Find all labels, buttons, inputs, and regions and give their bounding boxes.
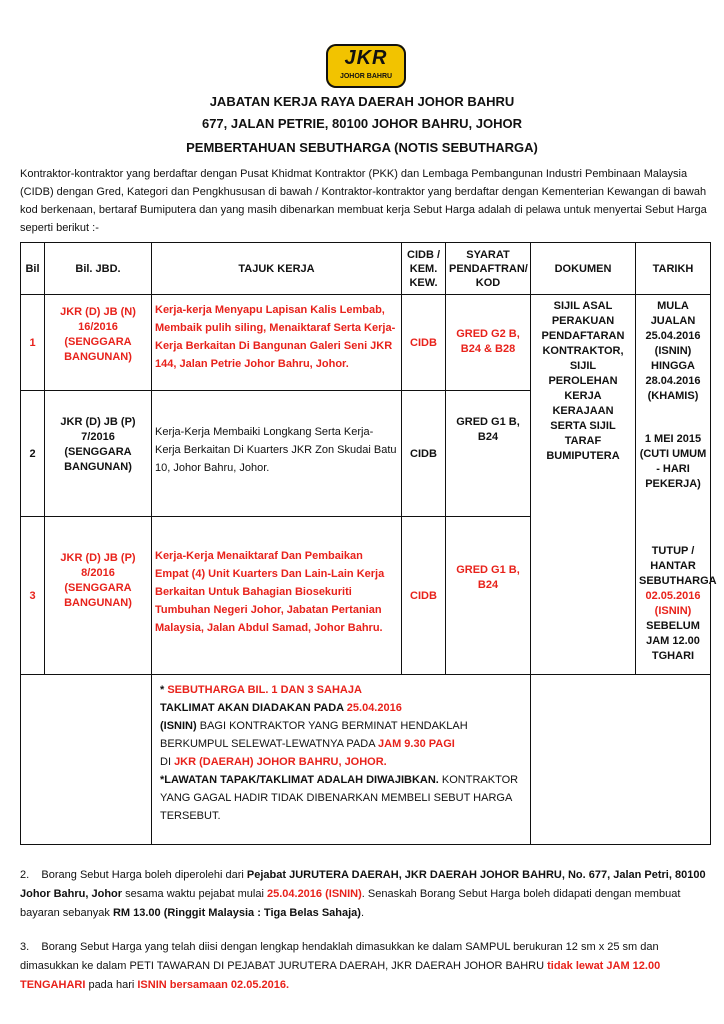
- para2-text: sesama waktu pejabat mulai: [122, 888, 267, 900]
- note-location: JKR (DAERAH) JOHOR BAHRU, JOHOR.: [174, 756, 387, 768]
- row-tajuk: Kerja-kerja Menyapu Lapisan Kalis Lembab, Membaik pulih siling, Menaiktaraf Serta Kerja-Kerja Berkaitan Di Bangunan Galeri Seni JKR 144, Jalan Petrie Johor Bahru, Johor.: [152, 295, 402, 391]
- note-di: DI: [160, 756, 175, 768]
- para3-number: 3.: [20, 941, 30, 953]
- row-syarat: GRED G2 B, B24 & B28: [446, 295, 531, 391]
- note-blank-right: [531, 675, 711, 845]
- note-wajib: *LAWATAN TAPAK/TAKLIMAT ADALAH DIWAJIBKAN.: [160, 774, 439, 786]
- paragraph-3: [20, 938, 710, 995]
- para2-price: RM 13.00 (Ringgit Malaysia : Tiga Belas Sahaja): [112, 907, 361, 919]
- para3-date: ISNIN bersamaan 02.05.2016.: [137, 979, 290, 991]
- note-time: JAM 9.30 PAGI: [378, 738, 455, 750]
- note-cell: [152, 675, 531, 845]
- para2-date: 25.04.2016 (ISNIN): [266, 888, 362, 900]
- tarikh-mula: MULA JUALAN 25.04.2016 (ISNIN) HINGGA 28.04.2016 (KHAMIS): [645, 300, 701, 402]
- tarikh-tutup-time: SEBELUM JAM 12.00 TGHARI: [646, 620, 700, 662]
- row-bil: 3: [21, 517, 45, 675]
- logo-subtext: JOHOR BAHRU: [339, 73, 393, 80]
- row-tajuk: Kerja-Kerja Menaiktaraf Dan Pembaikan Empat (4) Unit Kuarters Dan Lain-Lain Kerja Berkaitan Untuk Bahagian Biosekuriti Tumbuhan Negeri Johor, Jabatan Pertanian Malaysia, Jalan Abdul Samad, Johor Bahru.: [152, 517, 402, 675]
- tarikh-tutup: TUTUP / HANTAR SEBUTHARGA: [639, 545, 717, 587]
- intro-paragraph: Kontraktor-kontraktor yang berdaftar dengan Pusat Khidmat Kontraktor (PKK) dan Lembaga Pembangunan Industri Pembinaan Malaysia (CIDB) dengan Gred, Kategori dan Pengkhususan di bawah / Kontraktor-kontraktor yang berdaftar dengan Kementerian Kewangan di bawah kod berkenaan, bertaraf Bumiputera dan yang masih dibenarkan membuat kerja Sebut Harga adalah di pelawa untuk menyertai Sebut Harga seperti berikut :-: [20, 168, 707, 234]
- note-taklimat-date: 25.04.2016: [346, 702, 402, 714]
- note-day: (ISNIN): [160, 720, 197, 732]
- note-star: *: [160, 684, 168, 696]
- table-header-row: [21, 243, 711, 295]
- dokumen-cell: SIJIL ASAL PERAKUAN PENDAFTARAN KONTRAKTOR, SIJIL PEROLEHAN KERJA KERAJAAN SERTA SIJIL TARAF BUMIPUTERA: [531, 295, 636, 675]
- row-jbd: JKR (D) JB (N) 16/2016 (SENGGARA BANGUNAN): [45, 295, 152, 391]
- note-row: [21, 675, 711, 845]
- row-bil: 2: [21, 391, 45, 517]
- tarikh-tutup-date: 02.05.2016 (ISNIN): [645, 590, 701, 617]
- row-jbd: JKR (D) JB (P) 7/2016 (SENGGARA BANGUNAN): [45, 391, 152, 517]
- row-tajuk: Kerja-Kerja Membaiki Longkang Serta Kerja-Kerja Berkaitan Di Kuarters JKR Zon Skudai Batu 10, Johor Bahru, Johor.: [152, 391, 402, 517]
- header-bil: Bil: [21, 243, 45, 295]
- row-syarat: GRED G1 B, B24: [446, 391, 531, 517]
- notice-title: PEMBERTAHUAN SEBUTHARGA (NOTIS SEBUTHARGA): [186, 140, 538, 155]
- para3-text: Borang Sebut Harga yang telah diisi dengan lengkap hendaklah dimasukkan ke dalam SAMPUL berukuran 12 sm x 25 sm dan dimasukkan ke dalam PETI TAWARAN DI PEJABAT JURUTERA DAERAH, JKR DAERAH JOHOR BAHRU: [20, 941, 659, 972]
- para2-number: 2.: [20, 869, 30, 881]
- quotation-table: [20, 242, 717, 845]
- note-taklimat: TAKLIMAT AKAN DIADAKAN PADA: [160, 702, 347, 714]
- header-cidb: CIDB / KEM. KEW.: [402, 243, 446, 295]
- department-name: JABATAN KERJA RAYA DAERAH JOHOR BAHRU: [209, 94, 515, 109]
- para3-text: pada hari: [85, 979, 138, 991]
- row-cidb: CIDB: [402, 517, 446, 675]
- logo-text: JKR: [344, 47, 388, 69]
- header-jbd: Bil. JBD.: [45, 243, 152, 295]
- note-kontraktor: BAGI KONTRAKTOR YANG BERMINAT HENDAKLAH BERKUMPUL SELEWAT-LEWATNYA PADA: [160, 720, 468, 750]
- para3-deadline: tidak lewat JAM 12.00 TENGAHARI: [20, 960, 661, 991]
- tarikh-cell: [636, 295, 717, 675]
- header-syarat: SYARAT PENDAFTRAN/ KOD: [446, 243, 531, 295]
- header-dokumen: DOKUMEN: [531, 243, 636, 295]
- paragraph-2: [20, 866, 710, 923]
- row-syarat: GRED G1 B, B24: [446, 517, 531, 675]
- department-address: 677, JALAN PETRIE, 80100 JOHOR BAHRU, JOHOR: [201, 116, 523, 131]
- jkr-logo: [326, 44, 406, 88]
- note-gagal: KONTRAKTOR YANG GAGAL HADIR TIDAK DIBENARKAN MEMBELI SEBUT HARGA TERSEBUT.: [160, 774, 519, 822]
- para2-text: Borang Sebut Harga boleh diperolehi dari: [41, 869, 247, 881]
- header-tarikh: TARIKH: [636, 243, 711, 295]
- table-row: [21, 295, 711, 391]
- note-blank-left: [21, 675, 152, 845]
- header-tajuk: TAJUK KERJA: [152, 243, 402, 295]
- note-sebutharga: SEBUTHARGA BIL. 1 DAN 3 SAHAJA: [167, 684, 362, 696]
- row-bil: 1: [21, 295, 45, 391]
- row-cidb: CIDB: [402, 391, 446, 517]
- tarikh-cuti: 1 MEI 2015 (CUTI UMUM - HARI PEKERJA): [639, 433, 707, 490]
- para2-office: Pejabat JURUTERA DAERAH, JKR DAERAH JOHOR BAHRU, No. 677, Jalan Petri, 80100 Johor Bahru, Johor: [20, 869, 706, 900]
- row-cidb: CIDB: [402, 295, 446, 391]
- row-jbd: JKR (D) JB (P) 8/2016 (SENGGARA BANGUNAN): [45, 517, 152, 675]
- para2-text: . Senaskah Borang Sebut Harga boleh didapati dengan membuat bayaran sebanyak: [20, 888, 681, 919]
- para2-text: .: [360, 907, 365, 919]
